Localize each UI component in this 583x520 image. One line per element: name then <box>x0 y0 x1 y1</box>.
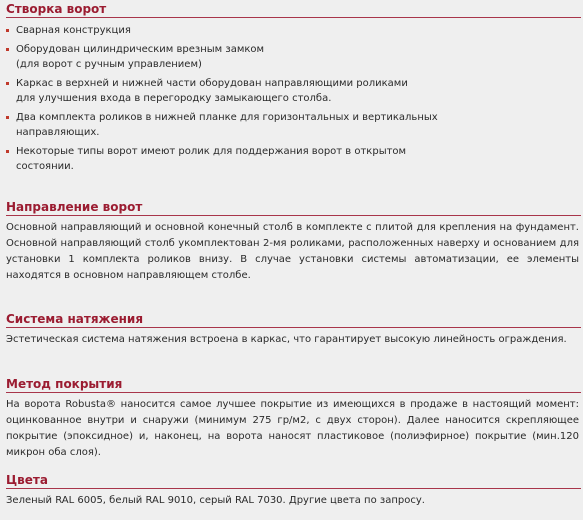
section-title: Цвета <box>6 473 581 489</box>
section-tension-system <box>6 312 581 348</box>
section-text: Основной направляющий и основной конечный столб в комплекте с плитой для крепления на фундамент. Основной направляющий столб укомплектован 2-мя роликами, расположенных наверху и основанием для установки 1 комплекта роликов внизу. В случае установки системы автоматизации, ее элементы находятся в основном направляющем столбе. <box>6 222 579 281</box>
list-item: Каркас в верхней и нижней части оборудован направляющими роликами для улучшения входа в перегородку замыкающего столба. <box>6 76 581 106</box>
section-text: Эстетическая система натяжения встроена в каркас, что гарантирует высокую линейность ограждения. <box>6 334 567 345</box>
section-title: Створка ворот <box>6 2 581 18</box>
section-gate-direction <box>6 200 581 284</box>
section-title: Метод покрытия <box>6 377 581 393</box>
square-bullet-icon <box>6 150 9 153</box>
bullet-list <box>6 23 581 174</box>
section-title: Направление ворот <box>6 200 581 216</box>
list-item: Два комплекта роликов в нижней планке для горизонтальных и вертикальных направляющих. <box>6 110 581 140</box>
square-bullet-icon <box>6 48 9 51</box>
square-bullet-icon <box>6 82 9 85</box>
section-gate-leaf <box>6 2 581 178</box>
section-title: Система натяжения <box>6 312 581 328</box>
list-item: Некоторые типы ворот имеют ролик для поддержания ворот в открытом состоянии. <box>6 144 581 174</box>
section-colors <box>6 473 581 509</box>
square-bullet-icon <box>6 116 9 119</box>
list-item: Сварная конструкция <box>6 23 581 38</box>
section-coating-method <box>6 377 581 461</box>
section-text: Зеленый RAL 6005, белый RAL 9010, серый RAL 7030. Другие цвета по запросу. <box>6 495 425 506</box>
section-text: На ворота Robusta® наносится самое лучшее покрытие из имеющихся в продаже в настоящий момент: оцинкованное внутри и снаружи (минимум 275 гр/м2, с двух сторон). Далее наносится скрепляющее покрытие (эпоксидное) и, наконец, на ворота наносят пластиковое (полиэфирное) покрытие (мин.120 микрон оба слоя). <box>6 399 579 458</box>
list-item: Оборудован цилиндрическим врезным замком (для ворот с ручным управлением) <box>6 42 581 72</box>
square-bullet-icon <box>6 29 9 32</box>
